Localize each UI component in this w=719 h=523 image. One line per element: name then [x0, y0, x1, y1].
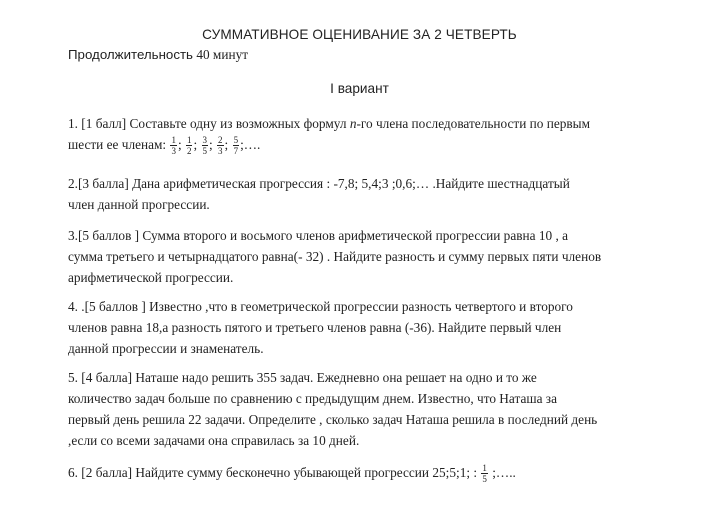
task-4-line-1: 4. .[5 баллов ] Известно ,что в геометрической прогрессии разность четвертого и второго — [68, 299, 573, 314]
fraction-denominator: 2 — [186, 146, 192, 157]
fraction — [170, 135, 177, 156]
task-5-line-3: первый день решила 22 задачи. Определите , сколько задач Наташа решила в последний день — [68, 412, 598, 427]
fraction-denominator: 3 — [218, 146, 223, 157]
task-1-text-b: -го члена последовательности по первым — [356, 116, 591, 131]
task-4-line-2: членов равна 18,а разность пятого и третьего членов равна (-36). Найдите первый член — [68, 320, 562, 335]
fraction — [481, 463, 488, 484]
fraction-numerator: 3 — [202, 135, 207, 146]
separator: ; — [193, 137, 201, 152]
task-2-line-1: 2.[3 балла] Дана арифметическая прогрессия : -7,8; 5,4;3 ;0,6;… .Найдите шестнадцатый — [68, 176, 570, 191]
fraction-numerator: 5 — [233, 135, 239, 146]
document-title: СУММАТИВНОЕ ОЦЕНИВАНИЕ ЗА 2 ЧЕТВЕРТЬ — [202, 27, 517, 42]
task-6 — [68, 462, 668, 484]
fraction-denominator: 5 — [482, 474, 487, 485]
fraction-denominator: 3 — [171, 146, 176, 157]
task-2 — [68, 173, 668, 215]
task-4 — [68, 296, 668, 359]
task-3-line-2: сумма третьего и четырнадцатого равна(- 32) . Найдите разность и сумму первых пяти членов — [68, 249, 602, 264]
task-3-line-3: арифметической прогрессии. — [68, 270, 234, 285]
fraction-numerator: 1 — [186, 135, 192, 146]
fraction-denominator: 5 — [202, 146, 207, 157]
task-1-line-1 — [68, 113, 668, 134]
task-1-tail: ;…. — [240, 137, 261, 152]
separator: ; — [209, 137, 217, 152]
variant-heading: I вариант — [330, 81, 389, 96]
fraction-numerator: 1 — [482, 463, 487, 474]
fraction — [202, 135, 209, 156]
fraction — [186, 135, 193, 156]
task-6-text: 6. [2 балла] Найдите сумму бесконечно убывающей прогрессии 25;5;1; : — [68, 465, 481, 480]
task-1-n: n — [349, 116, 357, 131]
task-5-line-2: количество задач больше по сравнению с предыдущим днем. Известно, что Наташа за — [68, 391, 557, 406]
task-5 — [68, 367, 668, 451]
task-5-line-4: ,если со всеми задачами она справилась за 10 дней. — [68, 433, 360, 448]
fraction-denominator: 7 — [233, 146, 239, 157]
separator: ; — [177, 137, 185, 152]
task-3 — [68, 225, 668, 288]
task-4-line-3: данной прогрессии и знаменатель. — [68, 341, 264, 356]
fraction-numerator: 1 — [171, 135, 176, 146]
duration-value: 40 минут — [196, 47, 249, 62]
task-1-line-2 — [68, 134, 668, 156]
fraction — [233, 135, 240, 156]
task-1 — [68, 113, 668, 156]
task-1-prefix: шести ее членам: — [68, 137, 170, 152]
task-6-tail: ;….. — [488, 465, 516, 480]
task-5-line-1: 5. [4 балла] Наташе надо решить 355 задач. Ежедневно она решает на одно и то же — [68, 370, 537, 385]
duration-line — [68, 47, 248, 63]
task-1-text-a: 1. [1 балл] Составьте одну из возможных формул — [68, 116, 350, 131]
fraction-numerator: 2 — [218, 135, 223, 146]
fraction — [217, 135, 224, 156]
separator: ; — [224, 137, 232, 152]
task-3-line-1: 3.[5 баллов ] Сумма второго и восьмого членов арифметической прогрессии равна 10 , а — [68, 228, 569, 243]
duration-label: Продолжительность — [68, 47, 193, 62]
task-2-line-2: член данной прогрессии. — [68, 197, 210, 212]
